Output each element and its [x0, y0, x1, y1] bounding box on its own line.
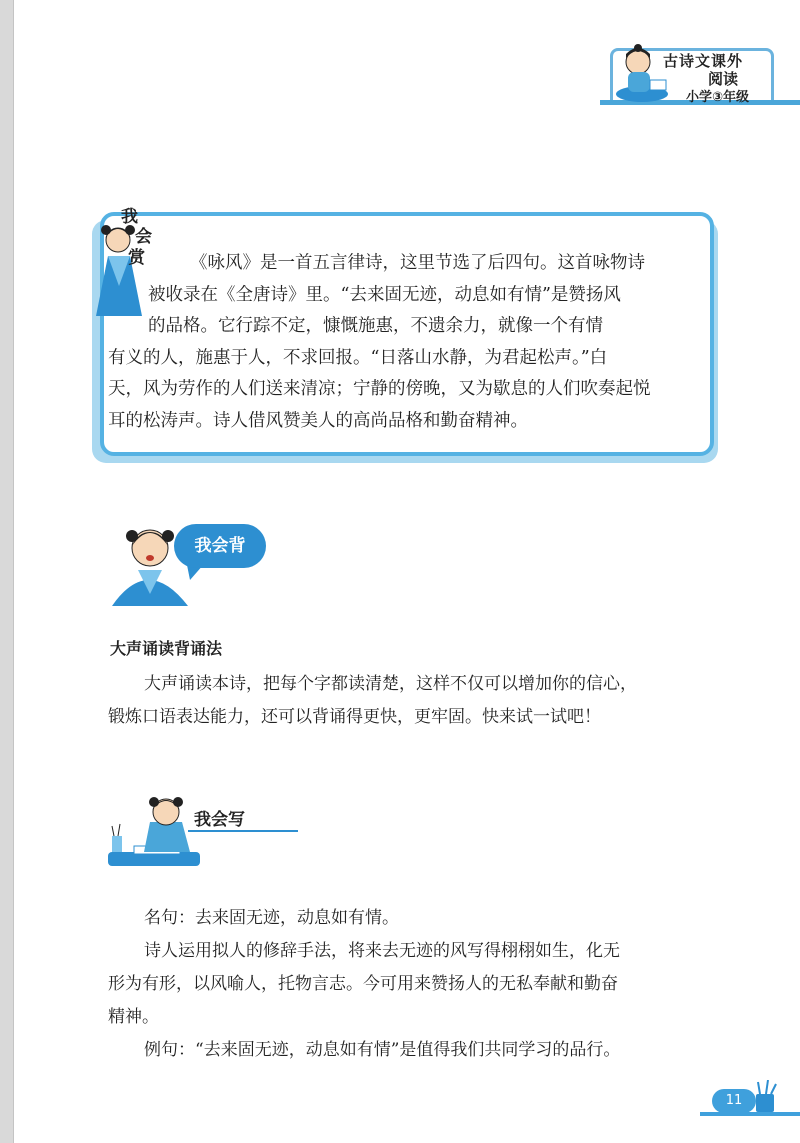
appreciate-label-char-3: 赏 — [128, 248, 145, 268]
write-badge-underline — [188, 830, 298, 832]
appreciate-label-char-1: 我 — [121, 207, 138, 227]
series-title: 古诗文课外 — [663, 52, 744, 70]
page-number: 11 — [712, 1089, 756, 1113]
appreciate-line-6: 耳的松涛声。诗人借风赞美人的高尚品格和勤奋精神。 — [108, 410, 528, 431]
appreciate-label-char-2: 会 — [135, 227, 152, 247]
appreciate-line-5: 天，风为劳作的人们送来清凉；宁静的傍晚，又为歇息的人们吹奏起悦 — [108, 379, 651, 399]
series-subtitle: 阅读 — [708, 70, 739, 88]
recite-method-title: 大声诵读背诵法 — [110, 639, 223, 658]
write-line-2: 诗人运用拟人的修辞手法，将来去无迹的风写得栩栩如生，化无 — [144, 941, 620, 961]
appreciate-line-4: 有义的人，施惠于人，不求回报。“日落山水静，为君起松声。”白 — [108, 347, 608, 368]
book-spine — [0, 0, 14, 1143]
write-line-3: 形为有形，以风喻人，托物言志。今可用来赞扬人的无私奉献和勤奋 — [108, 974, 618, 994]
writing-girl-mascot-icon — [104, 792, 204, 872]
appreciate-line-2: 被收录在《全唐诗》里。“去来固无迹，动息如有情”是赞扬风 — [148, 284, 621, 305]
reading-mascot-icon — [614, 44, 670, 104]
recite-badge: 我会背 — [174, 524, 266, 568]
recite-paragraph — [108, 668, 708, 734]
pencil-cup-icon — [750, 1080, 780, 1114]
appreciate-line-1: 《咏风》是一首五言律诗，这里节选了后四句。这首咏物诗 — [190, 253, 645, 273]
recite-line-1: 大声诵读本诗，把每个字都读清楚，这样不仅可以增加你的信心， — [144, 674, 637, 694]
write-badge: 我会写 — [194, 810, 245, 830]
example-sentence: 例句：“去来固无迹，动息如有情”是值得我们共同学习的品行。 — [144, 1040, 621, 1060]
appreciate-line-3: 的品格。它行踪不定，慷慨施惠，不遗余力，就像一个有情 — [148, 316, 603, 336]
famous-line-sentence: 名句：去来固无迹，动息如有情。 — [144, 908, 399, 928]
recite-line-2: 锻炼口语表达能力，还可以背诵得更快，更牢固。快来试一试吧！ — [108, 707, 601, 727]
write-paragraph — [108, 902, 708, 1067]
appreciate-paragraph — [108, 248, 698, 437]
grade-label: 小学③年级 — [686, 90, 750, 105]
write-line-4: 精神。 — [108, 1007, 159, 1027]
